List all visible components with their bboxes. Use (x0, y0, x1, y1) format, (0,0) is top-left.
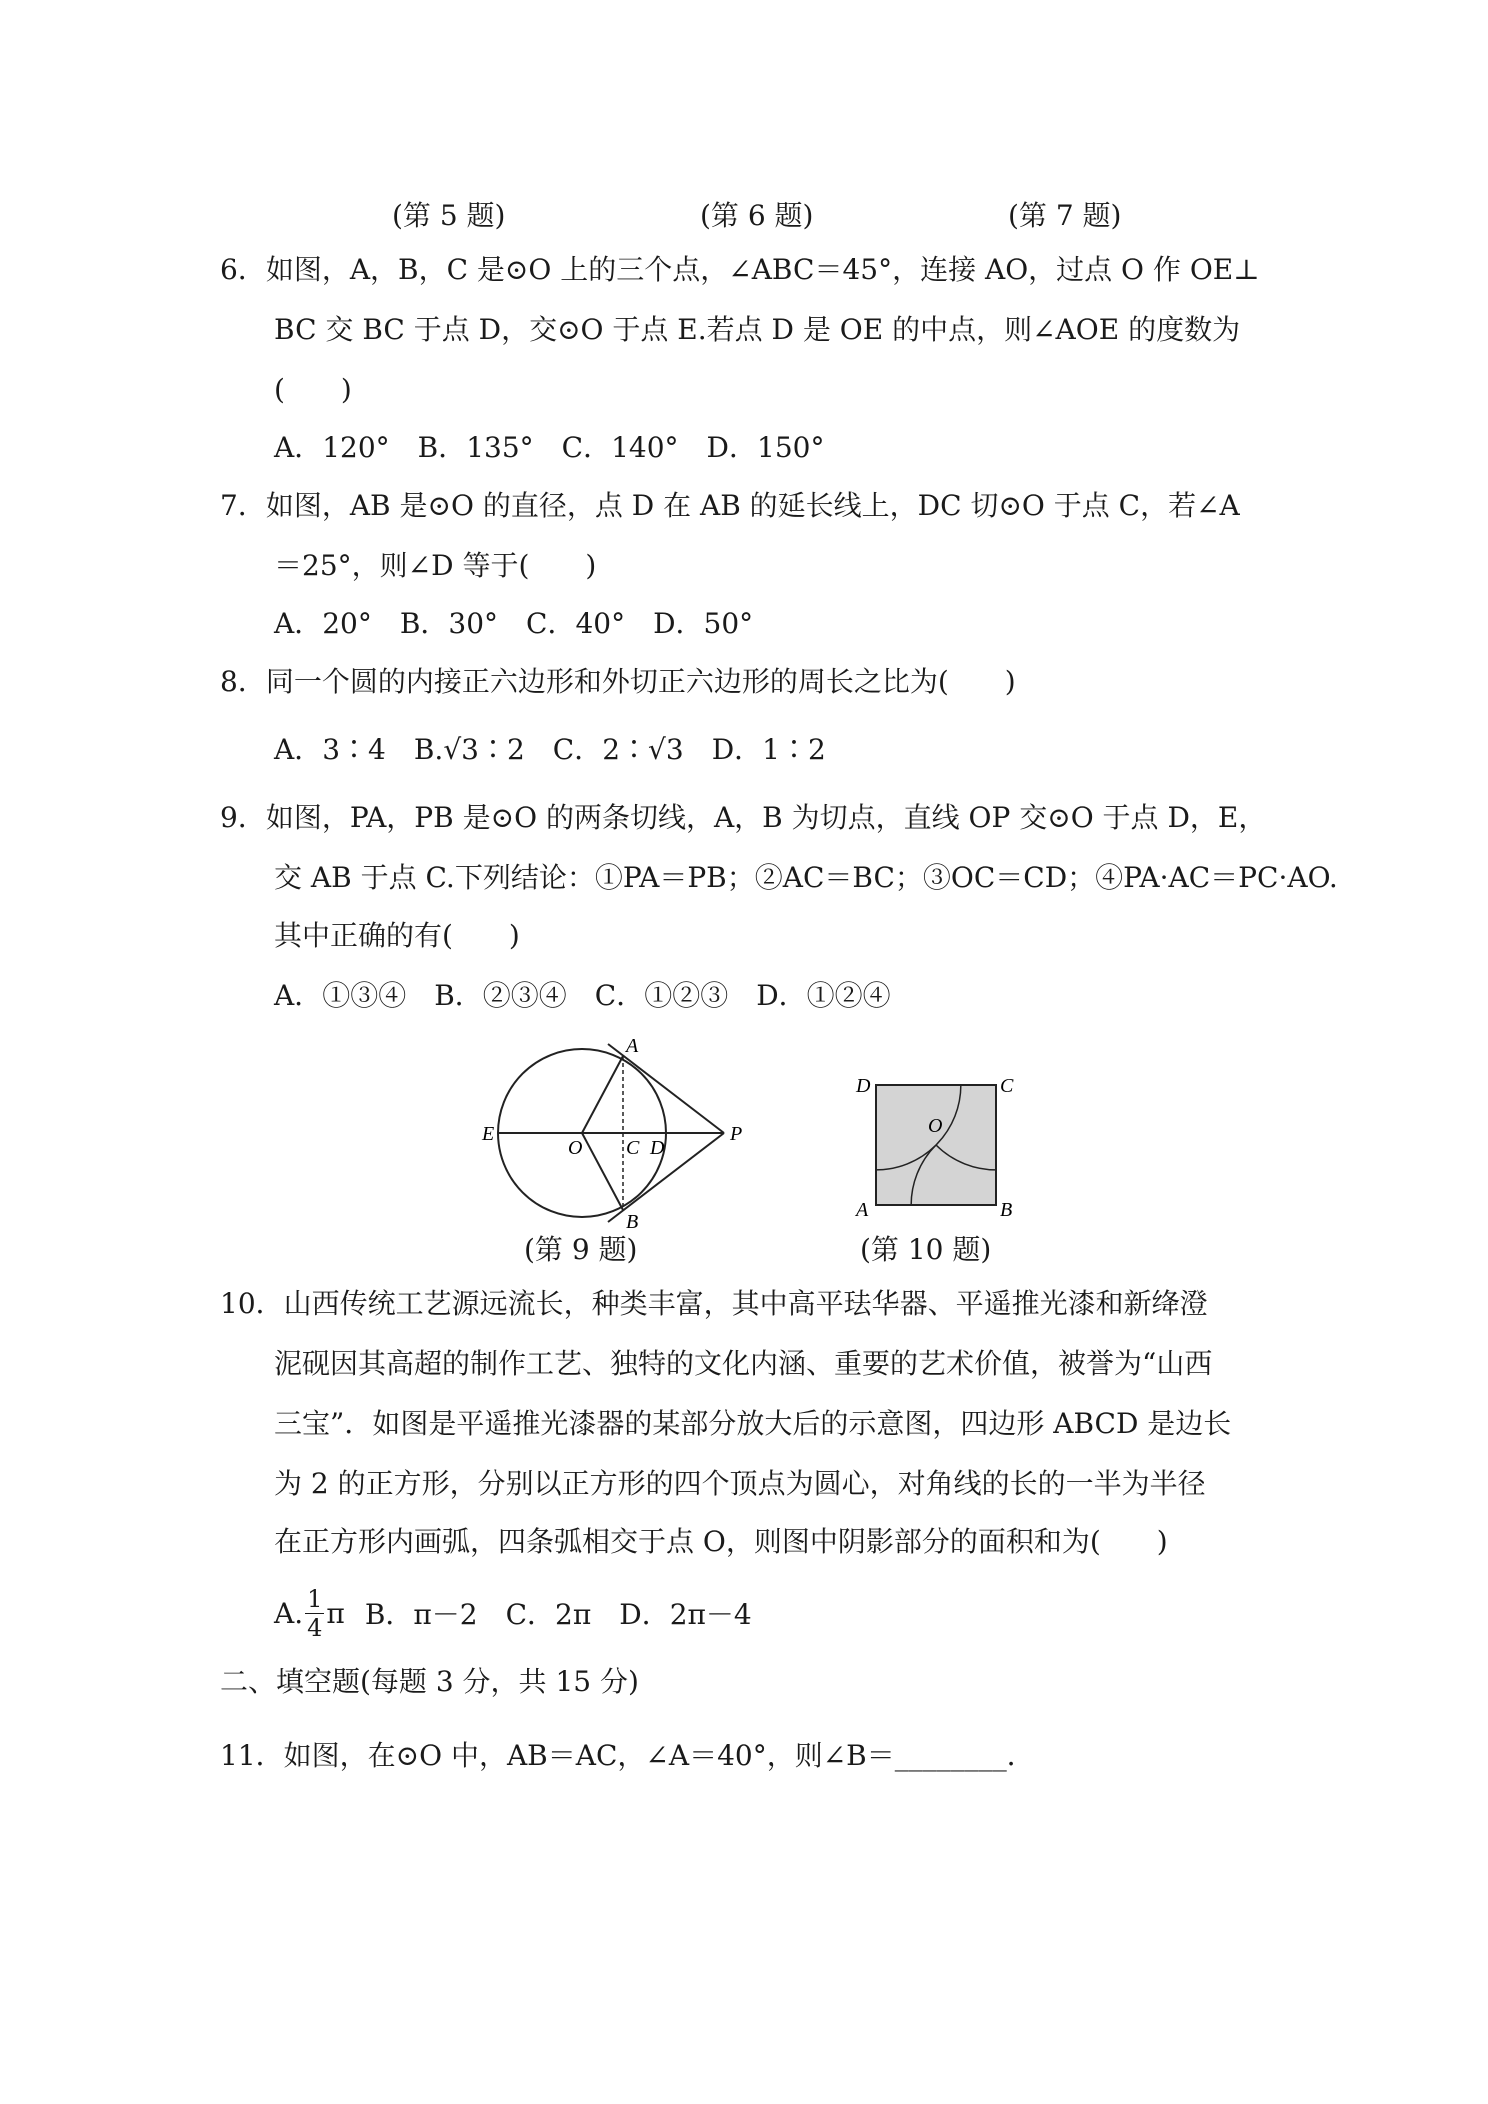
fig9-line-ob (582, 1133, 623, 1210)
q9-options: A．①③④ B．②③④ C．①②③ D．①②④ (274, 979, 891, 1012)
q10-opt-a-suffix: π (326, 1596, 345, 1630)
q10-options-rest: B．π－2 C．2π D．2π－4 (364, 1598, 752, 1631)
fig9-label-c: C (626, 1137, 640, 1159)
fig9-label-p: P (730, 1123, 743, 1145)
fig10-label-o: O (928, 1115, 943, 1137)
q10-opt-a-prefix: A. (274, 1596, 304, 1630)
fig9-label-o: O (568, 1137, 583, 1159)
fig9-line-oa (582, 1056, 623, 1133)
fig10-label-b: B (1000, 1199, 1013, 1220)
fig10-label-d: D (856, 1075, 871, 1097)
fig9-label-a: A (626, 1035, 639, 1057)
figure-q10 (846, 1070, 1026, 1220)
q10-line3: 三宝”．如图是平遥推光漆器的某部分放大后的示意图，四边形 ABCD 是边长 (274, 1407, 1232, 1440)
q10-fraction-num: 1 (307, 1584, 323, 1613)
q10-line4: 为 2 的正方形，分别以正方形的四个顶点为圆心，对角线的长的一半为半径 (274, 1467, 1206, 1500)
q7-line2: ＝25°，则∠D 等于( ) (274, 549, 597, 582)
q10-options (274, 1578, 752, 1648)
section-2-heading: 二、填空题(每题 3 分，共 15 分) (220, 1665, 639, 1698)
fig9-label-d: D (650, 1137, 665, 1159)
caption-q5: (第 5 题) (392, 199, 506, 232)
q6-line1: 6．如图，A，B，C 是⊙O 上的三个点，∠ABC＝45°，连接 AO，过点 O 作 OE⊥ (220, 253, 1260, 286)
fig9-label-e: E (482, 1123, 495, 1145)
q9-line2: 交 AB 于点 C.下列结论：①PA＝PB；②AC＝BC；③OC＝CD；④PA·AC＝PC·AO. (274, 861, 1338, 894)
fig10-label-a: A (856, 1199, 869, 1220)
q11-line1: 11．如图，在⊙O 中，AB＝AC，∠A＝40°，则∠B＝________． (220, 1739, 1035, 1772)
fig9-label-b: B (626, 1211, 639, 1230)
q8-line1: 8．同一个圆的内接正六边形和外切正六边形的周长之比为( ) (220, 665, 1016, 698)
q9-line1: 9．如图，PA，PB 是⊙O 的两条切线，A，B 为切点，直线 OP 交⊙O 于点 D，E， (220, 801, 1267, 834)
q7-options: A．20° B．30° C．40° D．50° (274, 607, 754, 640)
caption-q7: (第 7 题) (1008, 199, 1122, 232)
q10-line5: 在正方形内画弧，四条弧相交于点 O，则图中阴影部分的面积和为( ) (274, 1525, 1168, 1558)
q10-line1: 10．山西传统工艺源远流长，种类丰富，其中高平珐华器、平遥推光漆和新绛澄 (220, 1287, 1208, 1320)
q8-options: A．3∶4 B.√3∶2 C．2∶√3 D．1∶2 (274, 733, 826, 766)
fig9-tangent-pa (608, 1044, 724, 1133)
q10-opt-a-fraction (305, 1585, 324, 1642)
figure-q9 (480, 1030, 780, 1230)
q9-line3: 其中正确的有( ) (274, 919, 520, 952)
q10-line2: 泥砚因其高超的制作工艺、独特的文化内涵、重要的艺术价值，被誉为“山西 (274, 1347, 1213, 1380)
fig10-label-c: C (1000, 1075, 1014, 1097)
q7-line1: 7．如图，AB 是⊙O 的直径，点 D 在 AB 的延长线上，DC 切⊙O 于点 C，若∠A (220, 489, 1240, 522)
q6-line3: ( ) (274, 373, 352, 406)
q6-line2: BC 交 BC 于点 D，交⊙O 于点 E.若点 D 是 OE 的中点，则∠AOE 的度数为 (274, 313, 1241, 346)
caption-q9: (第 9 题) (524, 1233, 638, 1266)
caption-q10: (第 10 题) (860, 1233, 992, 1266)
caption-q6: (第 6 题) (700, 199, 814, 232)
q6-options: A．120° B．135° C．140° D．150° (274, 431, 825, 464)
q10-fraction-den: 4 (307, 1613, 323, 1642)
